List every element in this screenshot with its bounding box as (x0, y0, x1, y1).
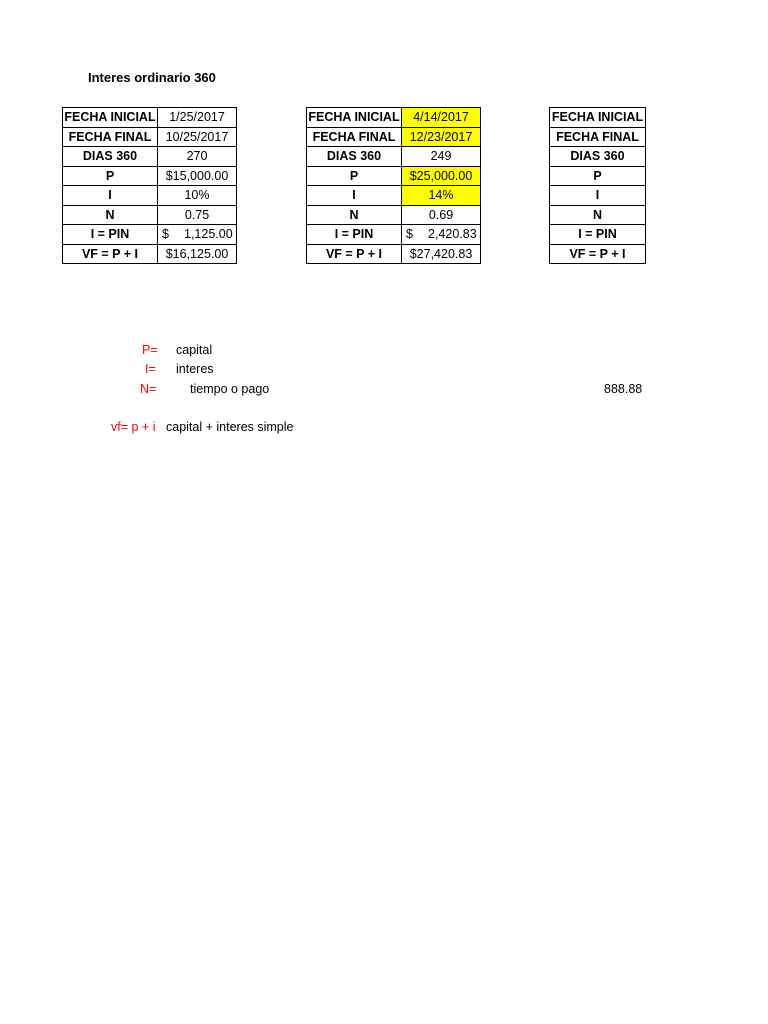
cell-value[interactable]: 270 (158, 147, 237, 167)
row-label[interactable]: FECHA FINAL (307, 127, 402, 147)
legend-key-n: N= (140, 382, 157, 396)
table-row (63, 225, 237, 245)
legend-desc-i: interes (176, 362, 214, 376)
sheet-title: Interes ordinario 360 (88, 70, 216, 85)
interest-table-1 (62, 107, 237, 264)
table-row (63, 108, 237, 128)
row-label[interactable]: P (550, 166, 646, 186)
row-label[interactable]: VF = P + I (63, 244, 158, 264)
row-label[interactable]: FECHA INICIAL (307, 108, 402, 128)
cell-value[interactable]: $16,125.00 (158, 244, 237, 264)
cell-value[interactable]: 0.75 (158, 205, 237, 225)
row-label[interactable]: FECHA FINAL (63, 127, 158, 147)
table-row (63, 244, 237, 264)
table-row (307, 166, 481, 186)
cell-value[interactable]: $25,000.00 (402, 166, 481, 186)
row-label[interactable]: I (307, 186, 402, 206)
row-label[interactable]: I = PIN (307, 225, 402, 245)
table-row (307, 108, 481, 128)
legend-desc-vf: capital + interes simple (166, 420, 294, 434)
table-row (63, 205, 237, 225)
row-label[interactable]: DIAS 360 (63, 147, 158, 167)
legend-desc-n: tiempo o pago (190, 382, 270, 396)
table-row (550, 225, 646, 245)
legend-key-i: I= (145, 362, 156, 376)
row-label[interactable]: FECHA INICIAL (550, 108, 646, 128)
cell-value[interactable] (158, 225, 237, 245)
table-row (307, 186, 481, 206)
legend-key-p: P= (142, 343, 158, 357)
amount: 2,420.83 (428, 227, 477, 242)
cell-value[interactable]: 12/23/2017 (402, 127, 481, 147)
table-row (550, 147, 646, 167)
legend-key-vf: vf= p + i (111, 420, 156, 434)
table-row (63, 147, 237, 167)
table-row (63, 166, 237, 186)
cell-value[interactable]: 1/25/2017 (158, 108, 237, 128)
cell-value[interactable]: 4/14/2017 (402, 108, 481, 128)
row-label[interactable]: P (63, 166, 158, 186)
row-label[interactable]: N (550, 205, 646, 225)
table-row (63, 127, 237, 147)
table-row (307, 244, 481, 264)
cell-value[interactable]: 14% (402, 186, 481, 206)
amount: 1,125.00 (184, 227, 233, 242)
cell-value[interactable]: 10/25/2017 (158, 127, 237, 147)
row-label[interactable]: FECHA FINAL (550, 127, 646, 147)
row-label[interactable]: DIAS 360 (307, 147, 402, 167)
table-row (550, 244, 646, 264)
table-row (63, 186, 237, 206)
cell-value[interactable] (402, 225, 481, 245)
currency-symbol: $ (162, 227, 169, 242)
table-row (307, 127, 481, 147)
row-label[interactable]: I = PIN (63, 225, 158, 245)
table-row (307, 147, 481, 167)
legend-desc-p: capital (176, 343, 213, 357)
stray-value-cell[interactable]: 888.88 (604, 382, 643, 396)
table-row (550, 205, 646, 225)
row-label[interactable]: I (63, 186, 158, 206)
table-row (550, 108, 646, 128)
table-row (550, 166, 646, 186)
row-label[interactable]: P (307, 166, 402, 186)
table-row (550, 186, 646, 206)
table-row (307, 225, 481, 245)
interest-table-2 (306, 107, 481, 264)
cell-value[interactable]: $27,420.83 (402, 244, 481, 264)
cell-value[interactable]: $15,000.00 (158, 166, 237, 186)
table-row (307, 205, 481, 225)
cell-value[interactable]: 249 (402, 147, 481, 167)
row-label[interactable]: N (307, 205, 402, 225)
row-label[interactable]: VF = P + I (307, 244, 402, 264)
row-label[interactable]: I (550, 186, 646, 206)
table-row (550, 127, 646, 147)
row-label[interactable]: DIAS 360 (550, 147, 646, 167)
row-label[interactable]: FECHA INICIAL (63, 108, 158, 128)
row-label[interactable]: N (63, 205, 158, 225)
row-label[interactable]: VF = P + I (550, 244, 646, 264)
currency-symbol: $ (406, 227, 413, 242)
cell-value[interactable]: 10% (158, 186, 237, 206)
interest-table-3 (549, 107, 646, 264)
cell-value[interactable]: 0.69 (402, 205, 481, 225)
row-label[interactable]: I = PIN (550, 225, 646, 245)
